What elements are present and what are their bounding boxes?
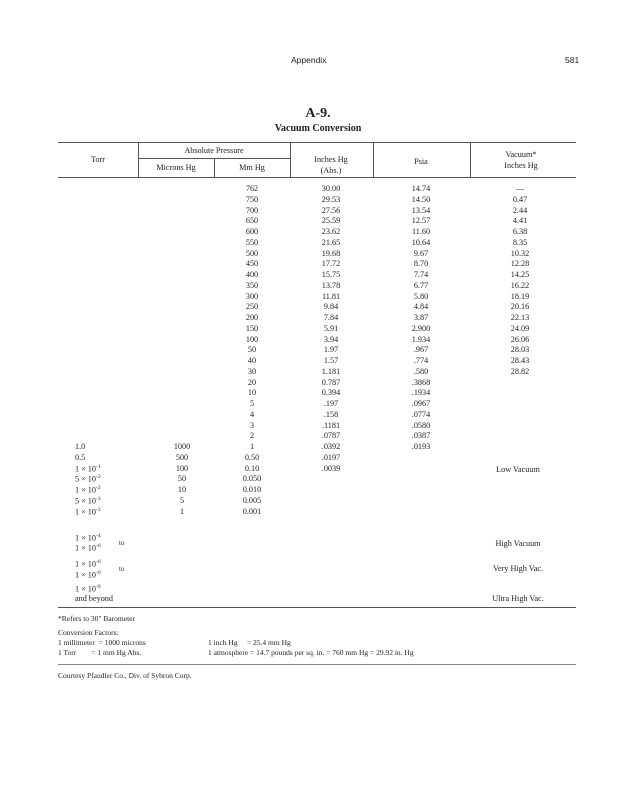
table-cell: 100 bbox=[175, 463, 189, 473]
header-microns: Microns Hg bbox=[156, 163, 196, 172]
table-cell: 29.53 bbox=[321, 194, 341, 204]
table-cell: .1181 bbox=[321, 420, 341, 430]
header-psia: Psia bbox=[414, 157, 428, 166]
table-cell: 0.787 bbox=[321, 377, 341, 387]
table-cell: 50 bbox=[247, 345, 257, 355]
table-cell: 27.56 bbox=[321, 205, 341, 215]
table-cell: 500 bbox=[245, 248, 259, 258]
page-number: 581 bbox=[565, 55, 580, 65]
header-top-rule bbox=[58, 142, 576, 143]
table-cell: 0.50 bbox=[244, 452, 260, 462]
label-low-vacuum: Low Vacuum bbox=[496, 465, 540, 474]
table-cell: 450 bbox=[245, 259, 259, 269]
table-cell: 21.65 bbox=[321, 237, 341, 247]
table-cell: 3.94 bbox=[323, 334, 339, 344]
torr-value: 0.5 bbox=[75, 452, 86, 462]
table-cell: 1000 bbox=[173, 442, 191, 451]
conversion-line-2a: 1 Torr = 1 mm Hg Abs. bbox=[58, 648, 142, 657]
table-cell: .580 bbox=[413, 366, 429, 376]
table-cell: .774 bbox=[413, 356, 429, 365]
table-cell: .967 bbox=[413, 345, 429, 355]
table-cell: 1 bbox=[179, 506, 185, 516]
table-cell: 0.005 bbox=[242, 495, 262, 505]
col-divider bbox=[470, 142, 471, 177]
table-cell: 2 bbox=[249, 431, 255, 441]
header-vacuum: Vacuum* bbox=[505, 150, 537, 159]
table-cell: 4.41 bbox=[512, 216, 528, 226]
header-inches-sub: (Abs.) bbox=[320, 166, 342, 175]
table-cell: 1.97 bbox=[323, 345, 339, 355]
label-very-high-vacuum: Very High Vac. bbox=[492, 564, 544, 573]
table-id: A-9. bbox=[305, 106, 331, 121]
table-cell: .0197 bbox=[321, 452, 341, 462]
table-cell: 5.80 bbox=[413, 291, 429, 301]
table-cell: 10.32 bbox=[510, 248, 530, 258]
table-title: Vacuum Conversion bbox=[274, 123, 362, 134]
footer-rule bbox=[58, 664, 576, 665]
range-veryhigh-to-word: to bbox=[119, 565, 125, 573]
table-cell: 11.81 bbox=[321, 291, 341, 301]
table-cell: 23.62 bbox=[321, 227, 341, 236]
torr-value: $5 \times 10^{-3}$ bbox=[75, 495, 101, 506]
table-cell: 150 bbox=[245, 323, 259, 333]
table-cell: 1.934 bbox=[411, 334, 431, 344]
table-cell: 650 bbox=[245, 216, 259, 226]
table-cell: 0.47 bbox=[512, 194, 528, 204]
range-ultra-to: and beyond bbox=[75, 594, 113, 603]
table-cell: 30 bbox=[247, 366, 257, 376]
table-cell: 20 bbox=[247, 377, 257, 387]
footnote: *Refers to 30" Barometer bbox=[58, 614, 135, 623]
table-cell: .197 bbox=[323, 399, 339, 408]
table-cell: 600 bbox=[245, 227, 259, 236]
table-cell: 50 bbox=[177, 474, 187, 484]
table-cell: 20.16 bbox=[510, 302, 530, 312]
conversion-line-1b: 1 inch Hg = 25.4 mm Hg bbox=[208, 638, 291, 647]
credit-line: Courtesy Pfaudler Co., Div. of Sybron Corp. bbox=[58, 671, 192, 680]
table-cell: 200 bbox=[245, 313, 259, 322]
table-cell: 17.72 bbox=[321, 259, 341, 269]
table-cell: 100 bbox=[245, 334, 259, 344]
header-absolute-pressure: Absolute Pressure bbox=[184, 146, 244, 155]
torr-value: $1 \times 10^{-3}$ bbox=[75, 506, 101, 517]
table-cell: 40 bbox=[247, 356, 257, 365]
table-cell: 500 bbox=[175, 452, 189, 462]
table-cell: 2.900 bbox=[411, 323, 431, 333]
header-torr: Torr bbox=[91, 155, 105, 164]
table-cell: 7.74 bbox=[413, 270, 429, 279]
table-cell: 9.84 bbox=[323, 302, 339, 312]
table-cell: .0392 bbox=[321, 442, 341, 451]
table-cell: 24.09 bbox=[510, 323, 530, 333]
conversion-title: Conversion Factors: bbox=[58, 628, 119, 637]
table-cell: 250 bbox=[245, 302, 259, 312]
table-cell: 10 bbox=[247, 388, 257, 398]
table-cell: 0.10 bbox=[244, 463, 260, 473]
header-bottom-rule bbox=[58, 177, 576, 178]
conversion-line-2b: 1 atmosphere = 14.7 pounds per sq. in. = 760 mm Hg = 29.92 in. Hg bbox=[208, 648, 414, 657]
range-high-to-word: to bbox=[119, 539, 125, 547]
table-cell: 11.60 bbox=[411, 227, 431, 236]
table-cell: 28.43 bbox=[510, 356, 530, 365]
col-divider bbox=[373, 142, 374, 177]
table-cell: 14.74 bbox=[411, 184, 431, 193]
table-cell: 2.44 bbox=[512, 205, 528, 215]
header-mm: Mm Hg bbox=[239, 163, 265, 172]
table-cell: 25.59 bbox=[321, 216, 341, 226]
torr-value: $1 \times 10^{-1}$ bbox=[75, 463, 101, 474]
label-ultra-high-vacuum: Ultra High Vac. bbox=[492, 594, 544, 603]
table-cell: 28.82 bbox=[510, 366, 530, 376]
table-cell: 0.001 bbox=[242, 506, 262, 516]
table-cell: 26.06 bbox=[510, 334, 530, 344]
table-cell: 10 bbox=[177, 485, 187, 494]
table-cell: 12.28 bbox=[510, 259, 530, 269]
range-high-from: $1 \times 10^{-4}$ bbox=[75, 533, 101, 543]
table-cell: 30.00 bbox=[321, 184, 341, 193]
col-divider bbox=[214, 158, 215, 177]
table-cell: .0193 bbox=[411, 442, 431, 451]
table-cell: 14.50 bbox=[411, 194, 431, 204]
table-cell: 550 bbox=[245, 237, 259, 247]
table-cell: 13.54 bbox=[411, 205, 431, 215]
table-cell: 5 bbox=[179, 495, 185, 505]
running-header: Appendix bbox=[291, 55, 327, 65]
range-veryhigh-to: $1 \times 10^{-9}$ bbox=[75, 570, 101, 580]
table-cell: 12.57 bbox=[411, 216, 431, 226]
table-cell: .0967 bbox=[411, 399, 431, 408]
table-cell: 1 bbox=[249, 442, 255, 451]
table-cell: 4.84 bbox=[413, 302, 429, 312]
table-cell: 8.70 bbox=[413, 259, 429, 269]
table-cell: 5 bbox=[249, 399, 255, 408]
header-inches: Inches Hg bbox=[314, 155, 348, 164]
table-cell: .0787 bbox=[321, 431, 341, 441]
table-cell: 300 bbox=[245, 291, 259, 301]
table-cell: 7.84 bbox=[323, 313, 339, 322]
table-bottom-rule bbox=[58, 607, 576, 608]
torr-value: $1 \times 10^{-2}$ bbox=[75, 485, 101, 495]
conversion-line-1a: 1 millimeter = 1000 microns bbox=[58, 638, 146, 647]
table-cell: 16.22 bbox=[510, 280, 530, 290]
table-cell: 6.38 bbox=[512, 227, 528, 236]
table-cell: .3868 bbox=[411, 377, 431, 387]
table-cell: 350 bbox=[245, 280, 259, 290]
table-cell: 22.13 bbox=[510, 313, 530, 322]
table-cell: .0039 bbox=[321, 463, 341, 473]
range-ultra-from: $1 \times 10^{-9}$ bbox=[75, 584, 101, 594]
table-cell: 700 bbox=[245, 205, 259, 215]
header-vacuum-sub: Inches Hg bbox=[504, 161, 538, 170]
torr-value: $5 \times 10^{-2}$ bbox=[75, 474, 101, 484]
table-cell: 0.394 bbox=[321, 388, 341, 398]
table-cell: 10.64 bbox=[411, 237, 431, 247]
table-cell: .0580 bbox=[411, 420, 431, 430]
table-cell: 9.67 bbox=[413, 248, 429, 258]
table-cell: 0.010 bbox=[242, 485, 262, 494]
table-cell: 400 bbox=[245, 270, 259, 279]
table-cell: 5.91 bbox=[323, 323, 339, 333]
table-cell: 4 bbox=[249, 409, 255, 419]
table-cell: 14.25 bbox=[510, 270, 530, 279]
table-cell: 15.75 bbox=[321, 270, 341, 279]
table-cell: 750 bbox=[245, 194, 259, 204]
range-veryhigh-from: $1 \times 10^{-6}$ bbox=[75, 559, 101, 569]
table-cell: 1.57 bbox=[323, 356, 339, 365]
table-cell: 0.050 bbox=[242, 474, 262, 484]
table-cell: .0387 bbox=[411, 431, 431, 441]
table-cell: — bbox=[515, 184, 525, 193]
table-cell: 3.87 bbox=[413, 313, 429, 322]
table-cell: .0774 bbox=[411, 409, 431, 419]
torr-value: 1.0 bbox=[75, 442, 86, 451]
col-divider bbox=[138, 142, 139, 177]
col-divider bbox=[290, 142, 291, 177]
table-cell: 28.03 bbox=[510, 345, 530, 355]
table-cell: .1934 bbox=[411, 388, 431, 398]
table-cell: 19.68 bbox=[321, 248, 341, 258]
table-cell: .158 bbox=[323, 409, 339, 419]
table-cell: 18.19 bbox=[510, 291, 530, 301]
table-cell: 3 bbox=[249, 420, 255, 430]
label-high-vacuum: High Vacuum bbox=[495, 539, 541, 548]
range-high-to: $1 \times 10^{-6}$ bbox=[75, 543, 101, 553]
table-cell: 762 bbox=[245, 184, 259, 193]
table-cell: 13.78 bbox=[321, 280, 341, 290]
table-cell: 6.77 bbox=[413, 280, 429, 290]
table-cell: 8.35 bbox=[512, 237, 528, 247]
table-cell: 1.181 bbox=[321, 366, 341, 376]
